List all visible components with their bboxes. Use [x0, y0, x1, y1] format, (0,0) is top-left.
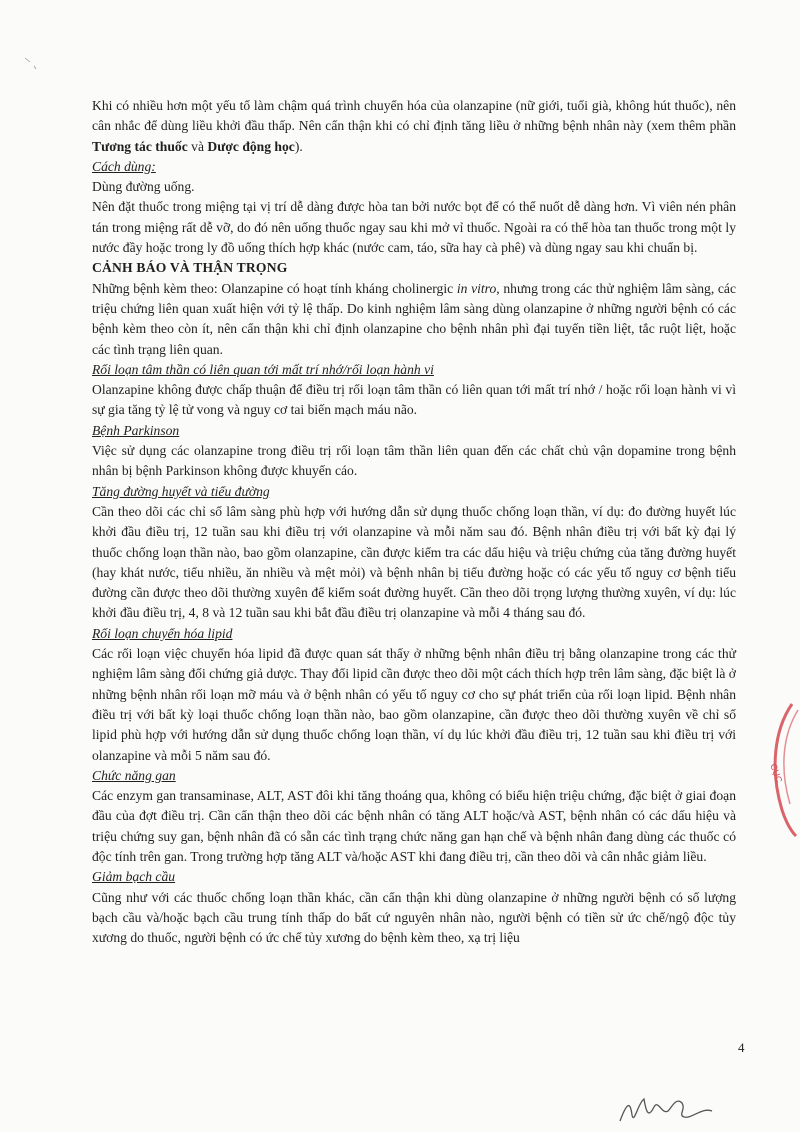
body-paragraph: Những bệnh kèm theo: Olanzapine có hoạt tính kháng cholinergic in vitro, nhưng trong các thử nghiệm lâm sàng, các triệu chứng liên quan xuất hiện với tỷ lệ thấp. Do kinh nghiệm lâm sàng dùng olanzapine ở những người bệnh có các bệnh kèm theo còn ít, nên cẩn thận khi chỉ định olanzapine cho bệnh nhân phì đại tuyến tiền liệt, tắc ruột liệt, hoặc các tình trạng liên quan. [92, 280, 737, 357]
body-paragraph: Các rối loạn việc chuyển hóa lipid đã được quan sát thấy ở những bệnh nhân điều trị bằng olanzapine trong các thử nghiệm lâm sàng đối chứng giả dược. Thay đổi lipid cần được theo dõi một cách thích hợp trên lâm sàng, đặc biệt là ở những bệnh nhân rối loạn mỡ máu và ở bệnh nhân có yếu tố nguy cơ cho sự phát triển của rối loạn lipid. Bệnh nhân điều trị với bất kỳ loại thuốc chống loạn thần nào, bao gồm olanzapine, cần được theo dõi thường xuyên về chỉ số lipid phù hợp với hướng dẫn sử dụng thuốc chống loạn thần, ví dụ lúc khởi đầu điều trị, 12 tuần sau khi điều trị với olanzapine và mỗi 5 năm sau đó. [92, 646, 736, 763]
subsection-heading: Chức năng gan [92, 767, 176, 783]
body-paragraph: Nên đặt thuốc trong miệng tại vị trí dễ dàng được hòa tan bởi nước bọt để có thể nuốt dễ dàng hơn. Vì viên nén phân tán trong miệng rất dễ vỡ, do đó nên uống thuốc ngay sau khi mở vỉ thuốc. Ngoài ra có thể hòa tan thuốc trong một ly nước đầy hoặc trong ly đồ uống thích hợp khác (nước cam, táo, sữa hay cà phê) và dùng ngay sau khi chuẩn bị. [92, 199, 736, 256]
red-stamp-fragment [752, 700, 800, 840]
subsection-heading: Cách dùng: [92, 158, 156, 174]
body-paragraph: Dùng đường uống. [92, 179, 195, 195]
body-paragraph: Khi có nhiều hơn một yếu tố làm chậm quá trình chuyển hóa của olanzapine (nữ giới, tuổi già, không hút thuốc), nên cân nhắc để dùng liều khởi đầu thấp. Nên cẩn thận khi có chỉ định tăng liều ở những bệnh nhân này (xem thêm phần Tương tác thuốc và Dược động học). [92, 98, 736, 154]
handwritten-initials-signature [612, 1085, 722, 1129]
page-number: 4 [738, 1040, 745, 1055]
corner-mark [22, 54, 42, 74]
subsection-heading: Bệnh Parkinson [92, 422, 180, 438]
body-paragraph: Cần theo dõi các chỉ số lâm sàng phù hợp với hướng dẫn sử dụng thuốc chống loạn thần, ví dụ: đo đường huyết lúc khởi đầu điều trị, 12 tuần sau khi điều trị với olanzapine và mỗi năm sau đó. Bệnh nhân điều trị với bất kỳ đại lý thuốc chống loạn thần nào, bao gồm olanzapine, cần được kiểm tra các dấu hiệu và triệu chứng của tăng đường huyết (hay khát nước, tiểu nhiều, ăn nhiều và mệt mỏi) và bệnh nhân bị tiểu đường hoặc có các yếu tố nguy cơ bệnh tiểu đường cần được theo dõi thường xuyên để kiểm soát đường huyết. Cần theo dõi trọng lượng thường xuyên, ví dụ: lúc khởi đầu điều trị, 4, 8 và 12 tuần sau khi bắt đầu điều trị olanzapine và mỗi 4 tháng sau đó. [92, 503, 736, 621]
svg-text:CỤC: CỤC [768, 762, 785, 785]
subsection-heading: Giảm bạch cầu [92, 869, 176, 885]
subsection-heading: Rối loạn tâm thần có liên quan tới mất trí nhớ/rối loạn hành vi [92, 361, 434, 377]
body-paragraph: Việc sử dụng các olanzapine trong điều trị rối loạn tâm thần liên quan đến các chất chủ vận dopamine trong bệnh nhân bị bệnh Parkinson không được khuyến cáo. [92, 443, 736, 479]
body-paragraph: Olanzapine không được chấp thuận để điều trị rối loạn tâm thần có liên quan tới mất trí nhớ / hoặc rối loạn hành vi vì sự gia tăng tỷ lệ tử vong và nguy cơ tai biến mạch máu não. [92, 382, 736, 418]
document-body [92, 96, 736, 948]
section-heading: CẢNH BÁO VÀ THẬN TRỌNG [92, 260, 288, 276]
body-paragraph: Cũng như với các thuốc chống loạn thần khác, cần cẩn thận khi dùng olanzapine ở những người bệnh có số lượng bạch cầu và/hoặc bạch cầu trung tính thấp do bất cứ nguyên nhân nào, người bệnh có tiền sử ức chế/ngộ độc tủy xương do thuốc, người bệnh có ức chế tủy xương do bệnh kèm theo, xạ trị liệu [92, 889, 736, 946]
body-paragraph: Các enzym gan transaminase, ALT, AST đôi khi tăng thoáng qua, không có biểu hiện triệu chứng, đặc biệt ở giai đoạn đầu của đợt điều trị. Cần cẩn thận theo dõi các bệnh nhân có tăng ALT hoặc/và AST, bệnh nhân có các dấu hiệu và triệu chứng suy gan, bệnh nhân đã có sẵn các tình trạng chức năng gan hạn chế và bệnh nhân đang dùng các thuốc có độc tính trên gan. Trong trường hợp tăng ALT và/hoặc AST khi đang điều trị, cần theo dõi và cân nhắc giảm liều. [92, 788, 736, 864]
subsection-heading: Tăng đường huyết và tiểu đường [92, 483, 270, 499]
subsection-heading: Rối loạn chuyển hóa lipid [92, 625, 233, 641]
